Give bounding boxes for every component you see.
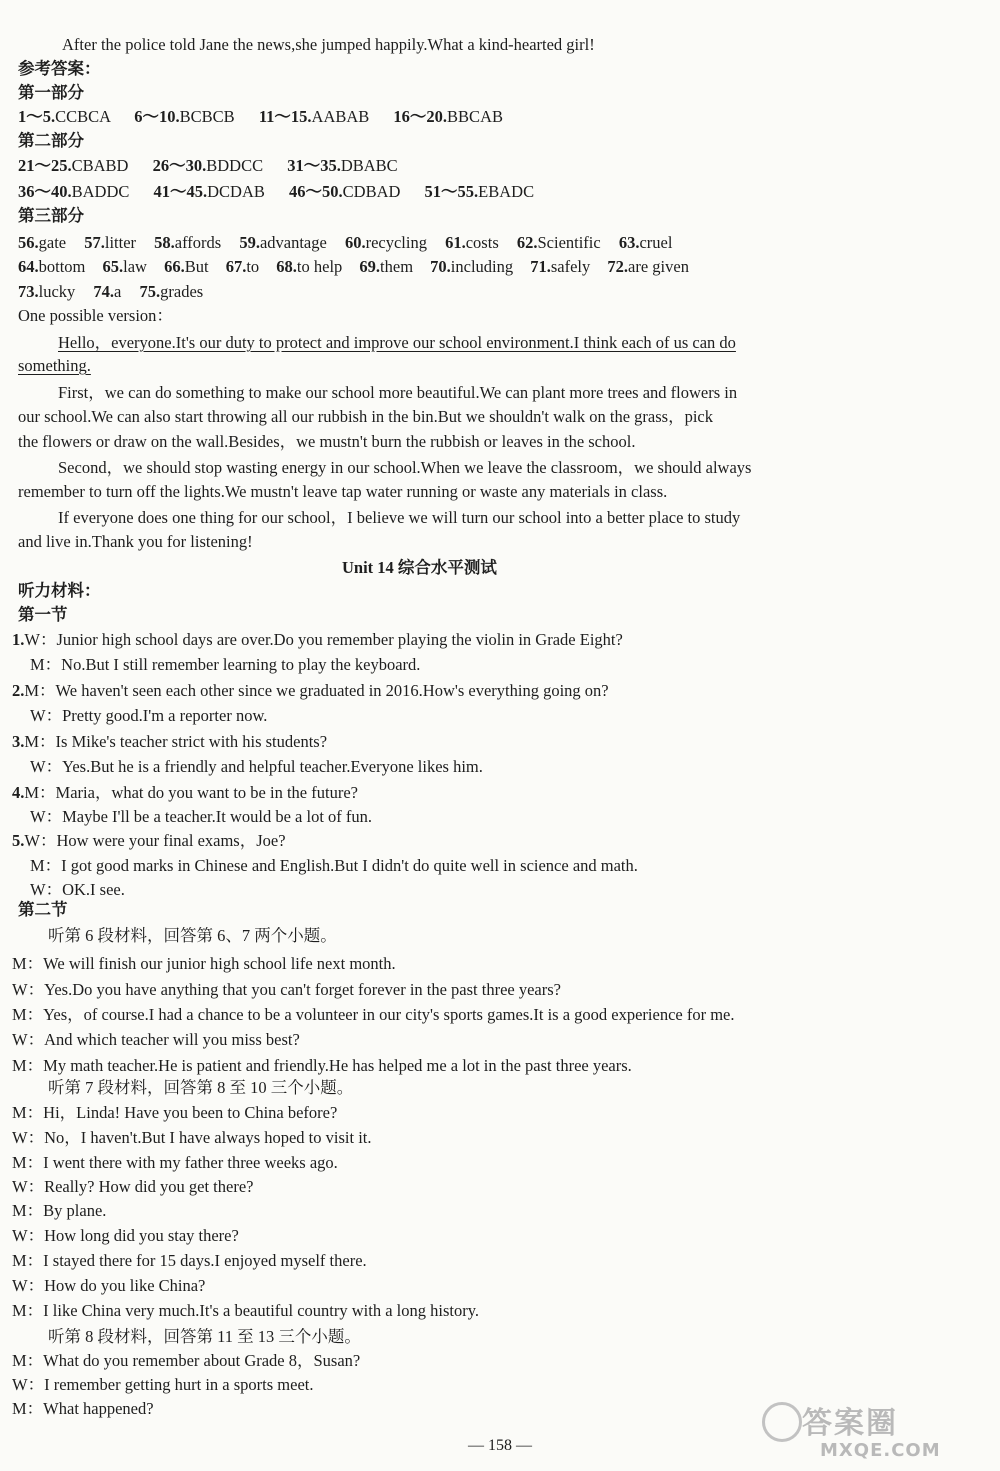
answer-group: 21～25.CBABD bbox=[18, 156, 129, 175]
question-number: 1. bbox=[12, 630, 25, 649]
answer-item: 62.Scientific bbox=[516, 233, 601, 252]
dialogue-line: W：No，I haven't.But I have always hoped to visit it. bbox=[12, 1128, 372, 1147]
dialogue-line bbox=[12, 782, 358, 804]
dialogue-line: W：I remember getting hurt in a sports meet. bbox=[12, 1375, 314, 1394]
dialogue-text: M：No.But I still remember learning to play the keyboard. bbox=[30, 655, 421, 674]
section1-heading: 第一节 bbox=[18, 605, 68, 624]
dialogue-line: M：Yes，of course.I had a chance to be a volunteer in our city's sports games.It is a good experience for me. bbox=[12, 1005, 735, 1024]
essay-paragraph-line: If everyone does one thing for our school，I believe we will turn our school into a better place to study bbox=[58, 508, 741, 527]
dialogue-line bbox=[30, 806, 372, 828]
answer-item: 74.a bbox=[93, 282, 122, 301]
dialogue-text: M：Is Mike's teacher strict with his students? bbox=[24, 732, 328, 751]
answer-group: 16～20.BBCAB bbox=[393, 107, 503, 126]
dialogue-text: W：OK.I see. bbox=[30, 880, 125, 899]
dialogue-text: M：We haven't seen each other since we graduated in 2016.How's everything going on? bbox=[24, 681, 609, 700]
answer-item: 63.cruel bbox=[618, 233, 673, 252]
dialogue-text: W：Pretty good.I'm a reporter now. bbox=[30, 706, 268, 725]
watermark-logo bbox=[762, 1398, 982, 1468]
dialogue-line: W：And which teacher will you miss best? bbox=[12, 1030, 300, 1049]
essay-paragraph-line: remember to turn off the lights.We mustn't leave tap water running or waste any materials in class. bbox=[18, 482, 668, 501]
watermark-url: MXQE.COM bbox=[820, 1440, 941, 1461]
dialogue-line bbox=[30, 756, 483, 778]
part3-answers-row bbox=[18, 232, 672, 254]
answer-item: 60.recycling bbox=[344, 233, 427, 252]
answer-item: 68.to help bbox=[276, 257, 343, 276]
dialogue-line bbox=[12, 680, 609, 702]
dialogue-line: M：We will finish our junior high school life next month. bbox=[12, 954, 396, 973]
dialogue-line: M：I stayed there for 15 days.I enjoyed myself there. bbox=[12, 1251, 367, 1270]
answer-item: 58.affords bbox=[154, 233, 222, 252]
dialogue-text: W：Maybe I'll be a teacher.It would be a lot of fun. bbox=[30, 807, 373, 826]
dialogue-line: W：How long did you stay there? bbox=[12, 1226, 239, 1245]
part2-answers-row bbox=[18, 155, 398, 177]
answer-group: 11～15.AABAB bbox=[258, 107, 370, 126]
dialogue-text: W：Junior high school days are over.Do you remember playing the violin in Grade Eight? bbox=[24, 630, 623, 649]
page-number: — 158 — bbox=[468, 1437, 532, 1454]
dialogue-line bbox=[30, 855, 638, 877]
dialogue-line bbox=[12, 830, 286, 852]
dialogue-intro: 听第 8 段材料，回答第 11 至 13 三个小题。 bbox=[48, 1327, 361, 1346]
section2-heading: 第二节 bbox=[18, 900, 68, 919]
essay-label: One possible version： bbox=[18, 306, 173, 325]
dialogue-line: M：I went there with my father three weeks ago. bbox=[12, 1153, 338, 1172]
dialogue-line: M：Hi，Linda! Have you been to China before? bbox=[12, 1103, 338, 1122]
part2-answers-row bbox=[18, 181, 534, 203]
essay-paragraph-line: the flowers or draw on the wall.Besides，we mustn't burn the rubbish or leaves in the school. bbox=[18, 432, 636, 451]
question-number: 2. bbox=[12, 681, 25, 700]
dialogue-intro: 听第 7 段材料，回答第 8 至 10 三个小题。 bbox=[48, 1078, 354, 1097]
answer-group: 41～45.DCDAB bbox=[153, 182, 265, 201]
part1-heading: 第一部分 bbox=[18, 83, 84, 102]
question-number: 5. bbox=[12, 831, 25, 850]
answer-item: 73.lucky bbox=[18, 282, 76, 301]
answer-item: 64.bottom bbox=[18, 257, 86, 276]
intro-line: After the police told Jane the news,she jumped happily.What a kind-hearted girl! bbox=[62, 35, 595, 54]
essay-paragraph-line: something. bbox=[18, 356, 91, 375]
answer-item: 69.them bbox=[359, 257, 414, 276]
dialogue-text: M：Maria，what do you want to be in the future? bbox=[24, 783, 358, 802]
answer-item: 56.gate bbox=[18, 233, 67, 252]
watermark-text: 答案圈 bbox=[802, 1406, 898, 1441]
essay-paragraph-line: Hello，everyone.It's our duty to protect and improve our school environment.I think each of us can do bbox=[58, 333, 736, 352]
answer-group: 1～5.CCBCA bbox=[18, 107, 111, 126]
part3-heading: 第三部分 bbox=[18, 206, 84, 225]
answer-group: 46～50.CDBAD bbox=[289, 182, 401, 201]
dialogue-line bbox=[30, 705, 267, 727]
answer-item: 57.litter bbox=[84, 233, 137, 252]
listening-heading: 听力材料： bbox=[18, 581, 101, 600]
answer-group: 6～10.BCBCB bbox=[134, 107, 235, 126]
dialogue-line bbox=[30, 879, 125, 901]
dialogue-text: M：I got good marks in Chinese and English.But I didn't do quite well in science and math. bbox=[30, 856, 638, 875]
answer-item: 65.law bbox=[102, 257, 147, 276]
unit-title: Unit 14 综合水平测试 bbox=[342, 558, 497, 577]
dialogue-line bbox=[12, 629, 623, 651]
part3-answers-row bbox=[18, 281, 203, 303]
dialogue-line: W：Really? How did you get there? bbox=[12, 1177, 254, 1196]
question-number: 3. bbox=[12, 732, 25, 751]
dialogue-intro: 听第 6 段材料，回答第 6、7 两个小题。 bbox=[48, 926, 337, 945]
dialogue-line: M：I like China very much.It's a beautiful country with a long history. bbox=[12, 1301, 480, 1320]
dialogue-line: W：How do you like China? bbox=[12, 1276, 206, 1295]
answer-item: 59.advantage bbox=[239, 233, 327, 252]
part3-answers-row bbox=[18, 256, 689, 278]
answer-group: 26～30.BDDCC bbox=[152, 156, 264, 175]
answer-item: 72.are given bbox=[607, 257, 689, 276]
dialogue-line bbox=[12, 731, 327, 753]
watermark-icon bbox=[762, 1402, 802, 1442]
answer-group: 51～55.EBADC bbox=[424, 182, 535, 201]
answer-item: 75.grades bbox=[139, 282, 204, 301]
dialogue-line: M：What do you remember about Grade 8，Susan? bbox=[12, 1351, 361, 1370]
part1-answers-row bbox=[18, 106, 503, 128]
dialogue-text: W：Yes.But he is a friendly and helpful teacher.Everyone likes him. bbox=[30, 757, 483, 776]
dialogue-line: M：By plane. bbox=[12, 1201, 107, 1220]
answers-heading: 参考答案： bbox=[18, 59, 101, 78]
answer-item: 71.safely bbox=[530, 257, 591, 276]
answer-item: 61.costs bbox=[445, 233, 499, 252]
answer-group: 31～35.DBABC bbox=[287, 156, 398, 175]
dialogue-line: W：Yes.Do you have anything that you can't forget forever in the past three years? bbox=[12, 980, 561, 999]
question-number: 4. bbox=[12, 783, 25, 802]
dialogue-text: W：How were your final exams，Joe? bbox=[24, 831, 286, 850]
answer-item: 70.including bbox=[430, 257, 514, 276]
part2-heading: 第二部分 bbox=[18, 131, 84, 150]
essay-paragraph-line: First，we can do something to make our school more beautiful.We can plant more trees and flowers in bbox=[58, 383, 738, 402]
essay-paragraph-line: our school.We can also start throwing all our rubbish in the bin.But we shouldn't walk on the grass，pick bbox=[18, 407, 713, 426]
answer-group: 36～40.BADDC bbox=[18, 182, 130, 201]
answer-item: 67.to bbox=[225, 257, 260, 276]
dialogue-line: M：My math teacher.He is patient and friendly.He has helped me a lot in the past three years. bbox=[12, 1056, 632, 1075]
essay-paragraph-line: and live in.Thank you for listening! bbox=[18, 532, 253, 551]
essay-paragraph-line: Second，we should stop wasting energy in our school.When we leave the classroom，we should always bbox=[58, 458, 752, 477]
answer-item: 66.But bbox=[164, 257, 209, 276]
dialogue-line bbox=[30, 654, 420, 676]
dialogue-line: M：What happened? bbox=[12, 1399, 154, 1418]
